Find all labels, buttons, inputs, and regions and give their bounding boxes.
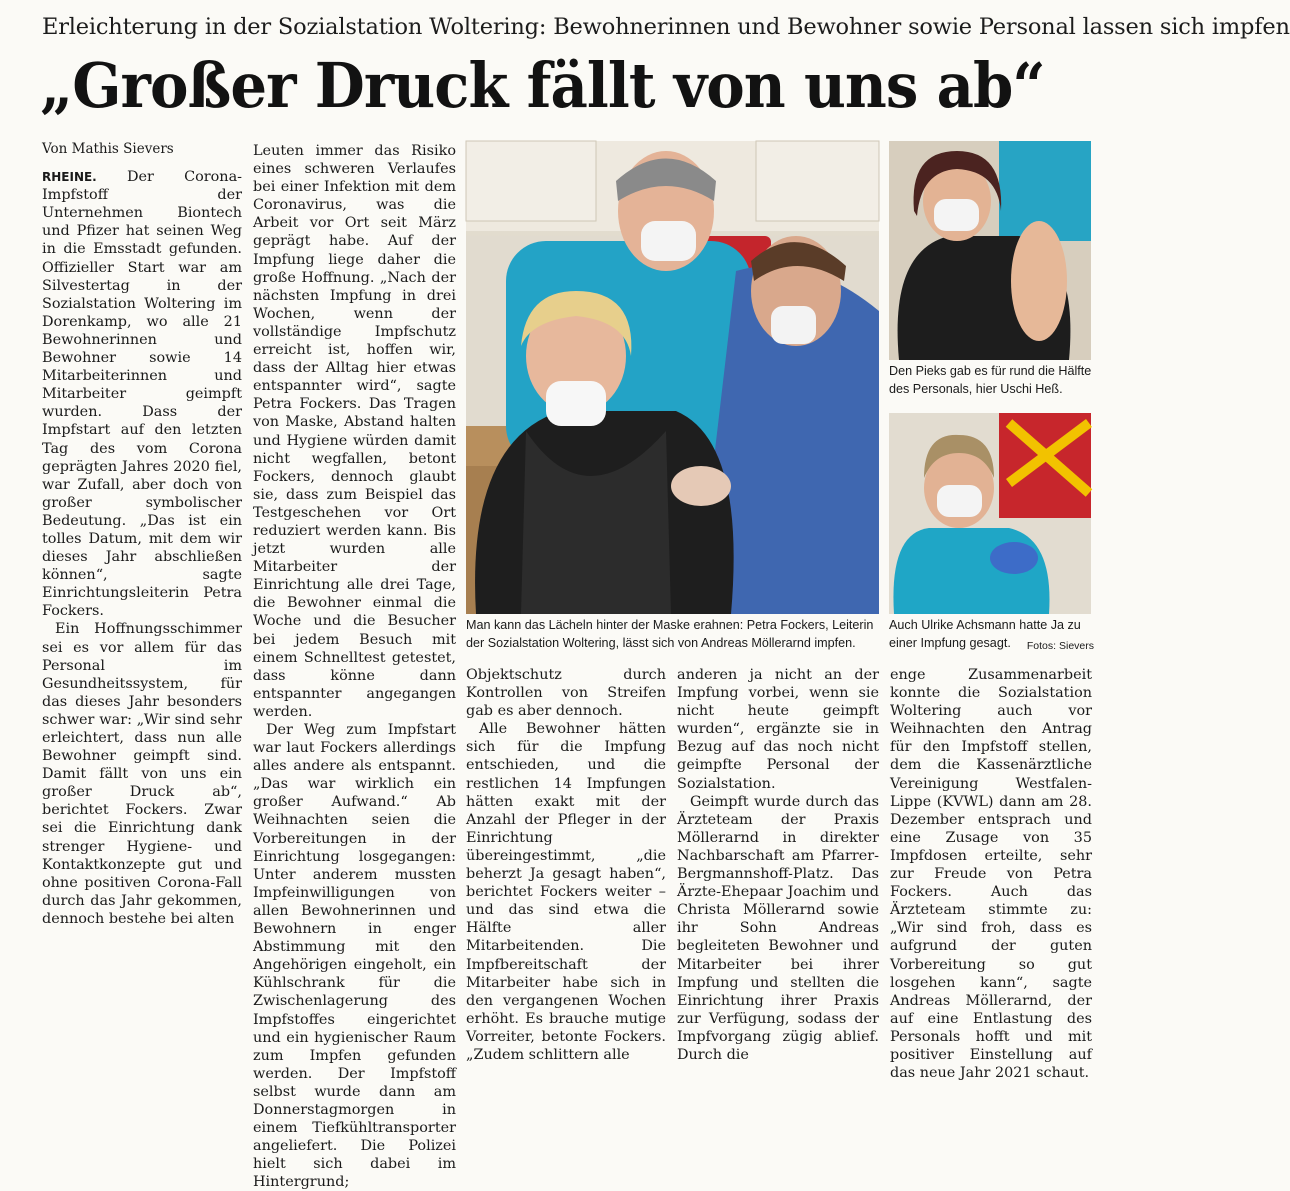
paragraph: Alle Bewohner hätten sich für die Impfung entschieden, und die restlichen 14 Impfungen hätten exakt mit der Anzahl der Pfleger in der Einrichtung übereingestimmt, „die beherzt Ja gesagt haben“, berichtet Fockers weiter – und das sind etwa die Hälfte aller Mitarbeitenden. Die Impfbereitschaft der Mitarbeiter habe sich in den vergangenen Wochen erhöht. Es brauche mutige Vorreiter, betonte Fockers. „Zudem schlittern alle xyxy=(466,721,666,1063)
paragraph: Ein Hoffnungsschimmer sei es vor allem für das Personal im Gesundheitssystem, für das dieses Jahr besonders schwer war: „Wir sind sehr erleichtert, dass nun alle Bewohner geimpft sind. Damit fällt von uns ein großer Druck ab“, berichtet Fockers. Zwar sei die Einrichtung dank strenger Hygiene- und Kontaktkonzepte gut und ohne positiven Corona-Fall durch das Jahr gekommen, dennoch bestehe bei alten xyxy=(42,621,242,927)
main-photo-caption: Man kann das Lächeln hinter der Maske erahnen: Petra Fockers, Leiterin der Sozialstation Woltering, lässt sich von Andreas Möllerarnd impfen. xyxy=(466,618,874,650)
article-column-5 xyxy=(890,666,1092,1082)
article-column-1 xyxy=(42,140,243,927)
paragraph: Objektschutz durch Kontrollen von Streifen gab es aber dennoch. xyxy=(466,667,666,720)
top-photo-illustration xyxy=(889,141,1091,360)
top-photo-caption: Den Pieks gab es für rund die Hälfte des Personals, hier Uschi Heß. xyxy=(889,364,1092,396)
dateline: RHEINE. xyxy=(42,170,97,185)
paragraph: enge Zusammenarbeit konnte die Sozialstation Woltering auch vor Weihnachten den Antrag für den Impfstoff stellen, dem die Kassenärztliche Vereinigung Westfalen-Lippe (KVWL) dann am 28. Dezember entsprach und eine Zusage von 35 Impfdosen erteilte, sehr zur Freude von Petra Fockers. Auch das Ärzteteam stimmte zu: „Wir sind froh, dass es aufgrund der guten Vorbereitung so gut losgehen kann“, sagte Andreas Möllerarnd, der auf eine Entlastung des Personals hofft und mit positiver Einstellung auf das neue Jahr 2021 schaut. xyxy=(890,667,1092,1082)
ulrike-achsmann-photo xyxy=(889,413,1091,614)
byline: Von Mathis Sievers xyxy=(42,141,174,157)
bottom-caption-text: Auch Ulrike Achsmann hatte Ja zu einer Impfung gesagt. xyxy=(889,618,1081,650)
photo-credit: Fotos: Sievers xyxy=(1026,639,1094,652)
article-headline: „Großer Druck fällt von uns ab“ xyxy=(40,49,1045,122)
article-column-3 xyxy=(466,666,666,1063)
bottom-photo-caption xyxy=(889,617,1094,655)
uschi-hess-photo xyxy=(889,141,1091,360)
article-column-4 xyxy=(677,666,879,1063)
bottom-photo-illustration xyxy=(889,413,1091,614)
paragraph: Leuten immer das Risiko eines schweren Verlaufes bei einer Infektion mit dem Coronavirus, was die Arbeit vor Ort seit März geprägt habe. Auf der Impfung liege daher die große Hoffnung. „Nach der nächsten Impfung in drei Wochen, wenn der vollständige Impfschutz erreicht ist, hoffen wir, dass der Alltag hier etwas entspannter wird“, sagte Petra Fockers. Das Tragen von Maske, Abstand halten und Hygiene würden damit nicht wegfallen, betont Fockers, dennoch glaubt sie, dass zum Beispiel das Testgeschehen vor Ort reduziert werden kann. Bis jetzt wurden alle Mitarbeiter der Einrichtung alle drei Tage, die Bewohner einmal die Woche und die Besucher bei jedem Besuch mit einem Schnelltest getestet, dass könne dann entspannter angegangen werden. xyxy=(253,143,456,720)
paragraph: Der Weg zum Impfstart war laut Fockers allerdings alles andere als entspannt. „Das war wirklich ein großer Aufwand.“ Ab Weihnachten seien die Vorbereitungen in der Einrichtung losgegangen: Unter anderem mussten Impfeinwilligungen von allen Bewohnerinnen und Bewohnern in enger Abstimmung mit den Angehörigen eingeholt, ein Kühlschrank für die Zwischenlagerung des Impfstoffes eingerichtet und ein hygienischer Raum zum Impfen gefunden werden. Der Impfstoff selbst wurde dann am Donnerstagmorgen in einem Tiefkühltransporter angeliefert. Die Polizei hielt sich dabei im Hintergrund; xyxy=(253,722,456,1191)
paragraph: Geimpft wurde durch das Ärzteteam der Praxis Möllerarnd in direkter Nachbarschaft am Pfarrer-Bergmannshoff-Platz. Das Ärzte-Ehepaar Joachim und Christa Möllerarnd sowie ihr Sohn Andreas begleiteten Bewohner und Mitarbeiter bei ihrer Impfung und stellten die Einrichtung ihrer Praxis zur Verfügung, sodass der Impfvorgang zügig ablief. Durch die xyxy=(677,793,879,1063)
paragraph xyxy=(42,168,242,620)
main-vaccination-photo xyxy=(466,141,879,614)
paragraph-text: Der Corona-Impfstoff der Unternehmen Biontech und Pfizer hat seinen Weg in die Emsstadt gefunden. Offizieller Start war am Silvestertag in der Sozialstation Woltering im Dorenkamp, wo alle 21 Bewohnerinnen und Bewohner sowie 14 Mitarbeiterinnen und Mitarbeiter geimpft wurden. Dass der Impfstart auf den letzten Tag des vom Corona geprägten Jahres 2020 fiel, war Zufall, aber doch von großer symbolischer Bedeutung. „Das ist ein tolles Datum, mit dem wir dieses Jahr abschließen können“, sagte Einrichtungsleiterin Petra Fockers. xyxy=(42,169,243,620)
article-kicker: Erleichterung in der Sozialstation Woltering: Bewohnerinnen und Bewohner sowie Personal lassen sich impfen xyxy=(42,14,1290,40)
main-photo-illustration xyxy=(466,141,879,614)
paragraph: anderen ja nicht an der Impfung vorbei, wenn sie nicht heute geimpft wurden“, ergänzte sie in Bezug auf das noch nicht geimpfte Personal der Sozialstation. xyxy=(677,667,879,792)
article-column-2 xyxy=(253,142,456,1191)
